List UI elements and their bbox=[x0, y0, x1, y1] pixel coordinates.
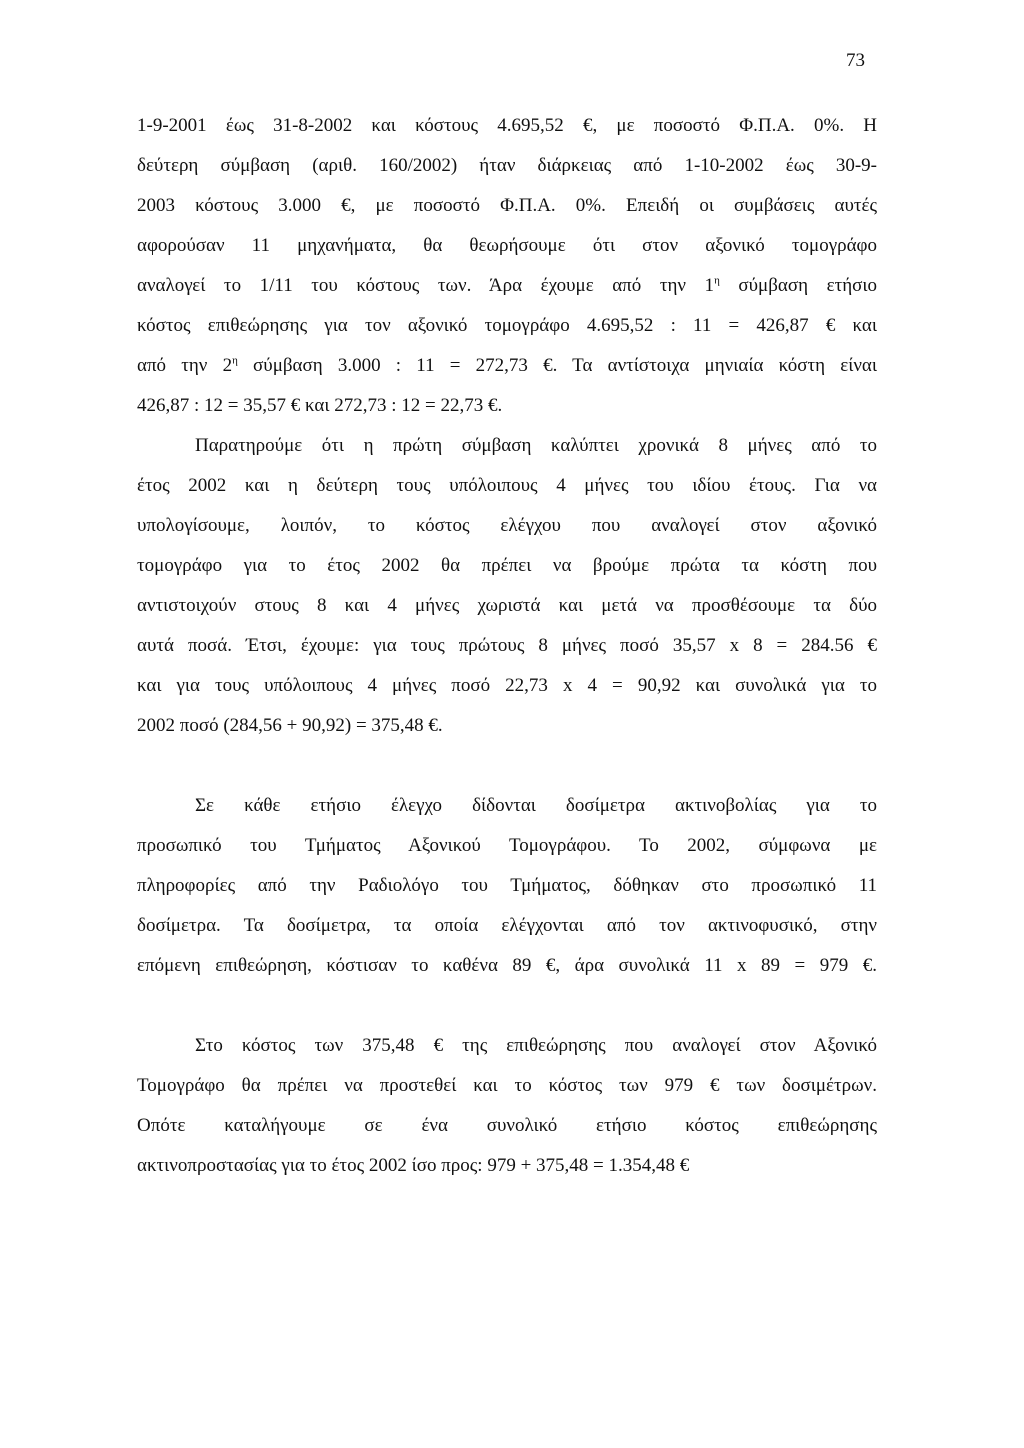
text-line bbox=[137, 351, 877, 381]
text-line: δοσίμετρα. Τα δοσίμετρα, τα οποία ελέγχονται από τον ακτινοφυσικό, στην bbox=[137, 915, 877, 936]
text-line bbox=[137, 271, 877, 301]
page-number: 73 bbox=[846, 50, 865, 71]
text-segment: αναλογεί το 1/11 του κόστους των. Άρα έχουμε από την 1 bbox=[137, 275, 715, 296]
text-line: αυτά ποσά. Έτσι, έχουμε: για τους πρώτους 8 μήνες ποσό 35,57 x 8 = 284.56 € bbox=[137, 635, 877, 656]
text-segment: από την 2 bbox=[137, 355, 233, 376]
text-line: Παρατηρούμε ότι η πρώτη σύμβαση καλύπτει χρονικά 8 μήνες από το bbox=[195, 435, 877, 456]
text-line: πληροφορίες από την Ραδιολόγο του Τμήματος, δόθηκαν στο προσωπικό 11 bbox=[137, 875, 877, 896]
text-segment: σύμβαση ετήσιο bbox=[738, 275, 877, 296]
text-line: Σε κάθε ετήσιο έλεγχο δίδονται δοσίμετρα ακτινοβολίας για το bbox=[195, 795, 877, 816]
superscript: η bbox=[714, 274, 720, 287]
text-line: δεύτερη σύμβαση (αριθ. 160/2002) ήταν διάρκειας από 1-10-2002 έως 30-9- bbox=[137, 155, 877, 176]
text-line: τομογράφο για το έτος 2002 θα πρέπει να βρούμε πρώτα τα κόστη που bbox=[137, 555, 877, 576]
superscript: η bbox=[232, 354, 238, 367]
text-line: Οπότε καταλήγουμε σε ένα συνολικό ετήσιο κόστος επιθεώρησης bbox=[137, 1115, 877, 1136]
text-line: 1-9-2001 έως 31-8-2002 και κόστους 4.695,52 €, με ποσοστό Φ.Π.Α. 0%. Η bbox=[137, 115, 877, 136]
text-line: αντιστοιχούν στους 8 και 4 μήνες χωριστά και μετά να προσθέσουμε τα δύο bbox=[137, 595, 877, 616]
text-line: αφορούσαν 11 μηχανήματα, θα θεωρήσουμε ότι στον αξονικό τομογράφο bbox=[137, 235, 877, 256]
text-line: κόστος επιθεώρησης για τον αξονικό τομογράφο 4.695,52 : 11 = 426,87 € και bbox=[137, 315, 877, 336]
text-line: έτος 2002 και η δεύτερη τους υπόλοιπους 4 μήνες του ιδίου έτους. Για να bbox=[137, 475, 877, 496]
text-line: και για τους υπόλοιπους 4 μήνες ποσό 22,73 x 4 = 90,92 και συνολικά για το bbox=[137, 675, 877, 696]
text-line: προσωπικό του Τμήματος Αξονικού Τομογράφου. Το 2002, σύμφωνα με bbox=[137, 835, 877, 856]
text-line: 426,87 : 12 = 35,57 € και 272,73 : 12 = 22,73 €. bbox=[137, 395, 503, 416]
text-line: υπολογίσουμε, λοιπόν, το κόστος ελέγχου που αναλογεί στον αξονικό bbox=[137, 515, 877, 536]
text-line: 2002 ποσό (284,56 + 90,92) = 375,48 €. bbox=[137, 715, 443, 736]
text-line: Τομογράφο θα πρέπει να προστεθεί και το κόστος των 979 € των δοσιμέτρων. bbox=[137, 1075, 877, 1096]
text-line: 2003 κόστους 3.000 €, με ποσοστό Φ.Π.Α. 0%. Επειδή οι συμβάσεις αυτές bbox=[137, 195, 877, 216]
text-line: επόμενη επιθεώρηση, κόστισαν το καθένα 89 €, άρα συνολικά 11 x 89 = 979 €. bbox=[137, 955, 877, 976]
text-line: Στο κόστος των 375,48 € της επιθεώρησης που αναλογεί στον Αξονικό bbox=[195, 1035, 877, 1056]
text-segment: σύμβαση 3.000 : 11 = 272,73 €. Τα αντίστοιχα μηνιαία κόστη είναι bbox=[253, 355, 877, 376]
text-line: ακτινοπροστασίας για το έτος 2002 ίσο προς: 979 + 375,48 = 1.354,48 € bbox=[137, 1155, 690, 1176]
